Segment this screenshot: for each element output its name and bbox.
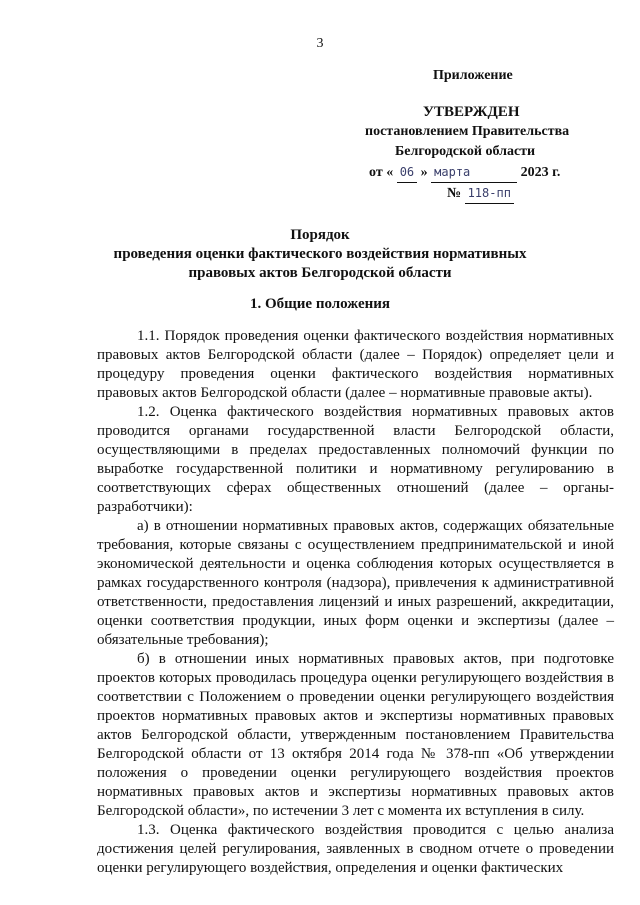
title-line-1: Порядок — [290, 227, 350, 243]
paragraph: 1.2. Оценка фактического воздействия нормативных правовых актов проводится органами государственной власти Белгородской области, осуществляющими в пределах предоставленных полномочий функции по выработке государственной политики и нормативному регулированию в соответствующих сферах общественных отношений (далее – органы-разработчики): — [97, 404, 614, 515]
document-title — [0, 226, 640, 283]
paragraph: а) в отношении нормативных правовых актов, содержащих обязательные требования, которые связаны с осуществлением предпринимательской и иной экономической деятельности и оценка соблюдения которых осуществляется в рамках государственного контроля (надзора), привлечения к административной ответственности, предоставления лицензий и иных разрешений, аккредитации, оценки соответствия продукции, иных форм оценки и экспертизы (далее – обязательные требования); — [97, 518, 614, 648]
date-day-handwritten: 06 — [397, 162, 417, 183]
paragraph: 1.3. Оценка фактического воздействия проводится с целью анализа достижения целей регулирования, заявленных в сводном отчете о проведении оценки регулирующего воздействия, определения и оценки фактических — [97, 822, 614, 876]
date-prefix: от « — [369, 165, 394, 180]
region-label: Белгородской области — [395, 144, 536, 159]
date-year: 2023 г. — [520, 165, 561, 180]
page-number: 3 — [316, 36, 324, 51]
approval-date — [355, 162, 605, 183]
section-heading: 1. Общие положения — [249, 296, 391, 312]
title-line-2: проведения оценки фактического воздействия нормативных — [113, 246, 527, 262]
date-mid: » — [420, 165, 428, 180]
number-handwritten: 118-пп — [465, 183, 514, 204]
paragraph: 1.1. Порядок проведения оценки фактического воздействия нормативных правовых актов Белгородской области (далее – Порядок) определяет цели и процедуру проведения оценки фактического воздействия нормативных правовых актов Белгородской области (далее – нормативные правовые акты). — [97, 328, 614, 401]
resolution-label: постановлением Правительства — [365, 124, 570, 139]
number-prefix: № — [447, 186, 462, 201]
paragraph: б) в отношении иных нормативных правовых актов, при подготовке проектов которых проводилась процедура оценки регулирующего воздействия в соответствии с Положением о проведении оценки регулирующего воздействия проектов нормативных правовых актов и экспертизы нормативных правовых актов Белгородской области, утвержденным постановлением Правительства Белгородской области от 13 октября 2014 года № 378-пп «Об утверждении положения о проведении оценки регулирующего воздействия проектов нормативных правовых актов и экспертизы нормативных правовых актов Белгородской области», по истечении 3 лет с момента их вступления в силу. — [97, 651, 614, 819]
approved-label: УТВЕРЖДЕН — [423, 104, 520, 120]
date-month-handwritten: марта — [431, 162, 517, 183]
approval-stamp — [355, 66, 605, 204]
appendix-label: Приложение — [433, 68, 513, 83]
document-body — [97, 327, 614, 878]
title-line-3: правовых актов Белгородской области — [188, 265, 452, 281]
approval-number — [355, 183, 605, 204]
